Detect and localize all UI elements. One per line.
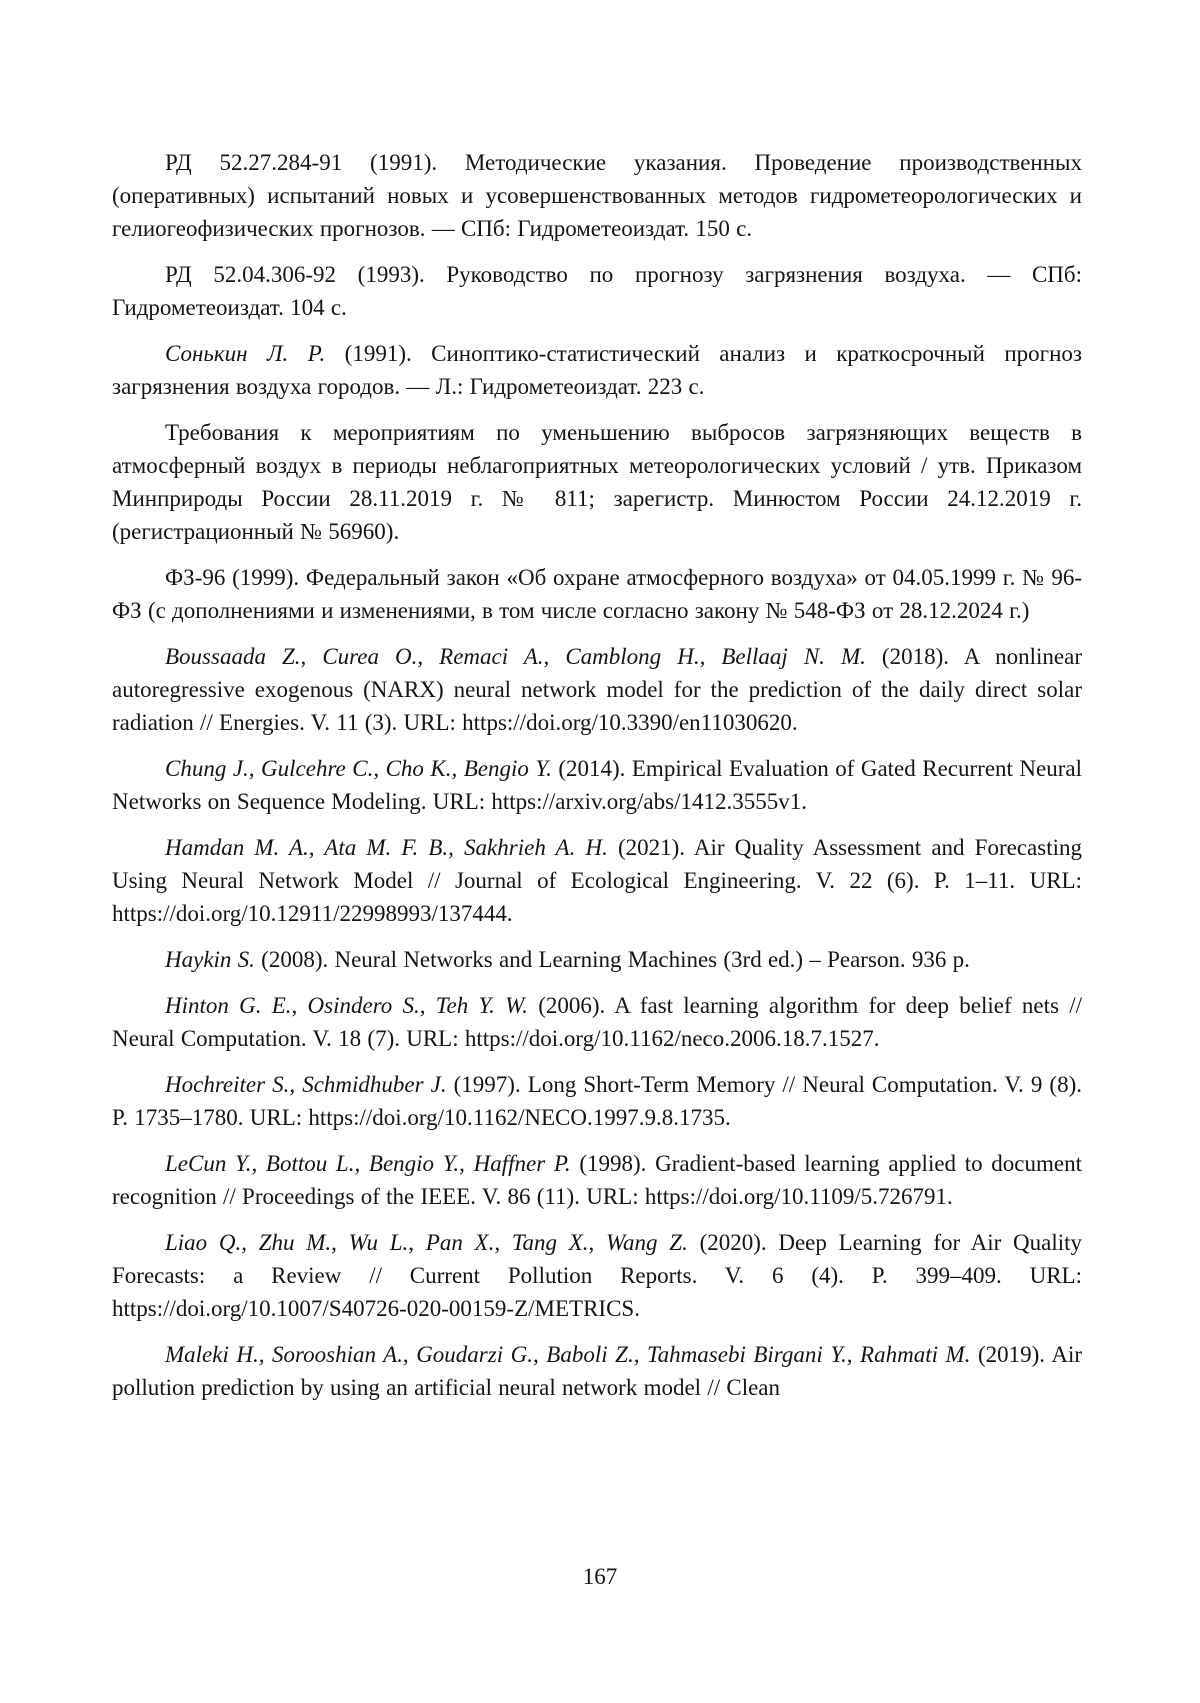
- reference-text: (2014). Empirical Evaluation of Gated Recurrent Neural Networks on Sequence Modeling. URL: https://arxiv.org/abs/1412.3555v1.: [112, 756, 1082, 814]
- reference-text: Требования к мероприятиям по уменьшению выбросов загрязняющих веществ в атмосферный воздух в периоды неблагоприятных метеорологических условий / утв. Приказом Минприроды России 28.11.2019 г. № 811; зарегистр. Минюстом России 24.12.2019 г. (регистрационный № 56960).: [112, 420, 1082, 544]
- reference-text: РД 52.04.306-92 (1993). Руководство по прогнозу загрязнения воздуха. — СПб: Гидрометеоиздат. 104 с.: [112, 262, 1082, 320]
- reference-entry: [112, 1226, 1082, 1325]
- reference-text: (2018). A nonlinear autoregressive exogenous (NARX) neural network model for the prediction of the daily direct solar radiation // Energies. V. 11 (3). URL: https://doi.org/10.3390/en11030620.: [112, 644, 1082, 735]
- reference-entry: [112, 831, 1082, 930]
- reference-text: (1997). Long Short-Term Memory // Neural Computation. V. 9 (8). P. 1735–1780. URL: https://doi.org/10.1162/NECO.1997.9.8.1735.: [112, 1072, 1082, 1130]
- reference-entry: [112, 1147, 1082, 1213]
- reference-entry: [112, 416, 1082, 548]
- reference-entry: [112, 640, 1082, 739]
- reference-authors: Maleki H., Sorooshian A., Goudarzi G., Baboli Z., Tahmasebi Birgani Y., Rahmati M.: [165, 1342, 971, 1367]
- reference-authors: Chung J., Gulcehre C., Cho K., Bengio Y.: [165, 756, 552, 781]
- reference-entry: [112, 752, 1082, 818]
- reference-authors: Сонькин Л. Р.: [165, 341, 326, 366]
- reference-text: (2020). Deep Learning for Air Quality Forecasts: a Review // Current Pollution Reports. V. 6 (4). P. 399–409. URL: https://doi.org/10.1007/S40726-020-00159-Z/METRICS.: [112, 1230, 1083, 1321]
- reference-text: (1991). Синоптико-статистический анализ и краткосрочный прогноз загрязнения воздуха городов. — Л.: Гидрометеоиздат. 223 с.: [112, 341, 1082, 399]
- reference-text: (2021). Air Quality Assessment and Forecasting Using Neural Network Model // Journal of Ecological Engineering. V. 22 (6). P. 1–11. URL: https://doi.org/10.12911/22998993/137444.: [112, 835, 1082, 926]
- reference-authors: LeCun Y., Bottou L., Bengio Y., Haffner P.: [165, 1151, 571, 1176]
- reference-authors: Hinton G. E., Osindero S., Teh Y. W.: [165, 993, 528, 1018]
- reference-text: (2008). Neural Networks and Learning Machines (3rd ed.) – Pearson. 936 p.: [254, 947, 970, 972]
- reference-text: РД 52.27.284-91 (1991). Методические указания. Проведение производственных (оперативных) испытаний новых и усовершенствованных методов гидрометеорологических и гелиогеофизических прогнозов. — СПб: Гидрометеоиздат. 150 с.: [112, 150, 1082, 241]
- reference-authors: Hamdan M. A., Ata M. F. B., Sakhrieh A. H.: [165, 835, 608, 860]
- reference-text: (1998). Gradient-based learning applied to document recognition // Proceedings of the IEEE. V. 86 (11). URL: https://doi.org/10.1109/5.726791.: [112, 1151, 1082, 1209]
- reference-entry: [112, 258, 1082, 324]
- reference-entry: [112, 989, 1082, 1055]
- reference-authors: Hochreiter S., Schmidhuber J.: [165, 1072, 447, 1097]
- reference-entry: [112, 1068, 1082, 1134]
- reference-entry: [112, 337, 1082, 403]
- reference-authors: Haykin S.: [165, 947, 255, 972]
- reference-text: ФЗ-96 (1999). Федеральный закон «Об охране атмосферного воздуха» от 04.05.1999 г. № 96-ФЗ (с дополнениями и изменениями, в том числе согласно закону № 548-ФЗ от 28.12.2024 г.): [112, 565, 1082, 623]
- reference-text: (2006). A fast learning algorithm for deep belief nets // Neural Computation. V. 18 (7). URL: https://doi.org/10.1162/neco.2006.18.7.1527.: [112, 993, 1082, 1051]
- reference-entry: [112, 146, 1082, 245]
- reference-entry: [112, 943, 1082, 976]
- reference-entry: [112, 561, 1082, 627]
- reference-text: (2019). Air pollution prediction by using an artificial neural network model // Clean: [112, 1342, 1082, 1400]
- reference-entry: [112, 1338, 1082, 1404]
- reference-authors: Liao Q., Zhu M., Wu L., Pan X., Tang X., Wang Z.: [165, 1230, 688, 1255]
- reference-authors: Boussaada Z., Curea O., Remaci A., Camblong H., Bellaaj N. M.: [165, 644, 866, 669]
- page-number: 167: [582, 1564, 618, 1589]
